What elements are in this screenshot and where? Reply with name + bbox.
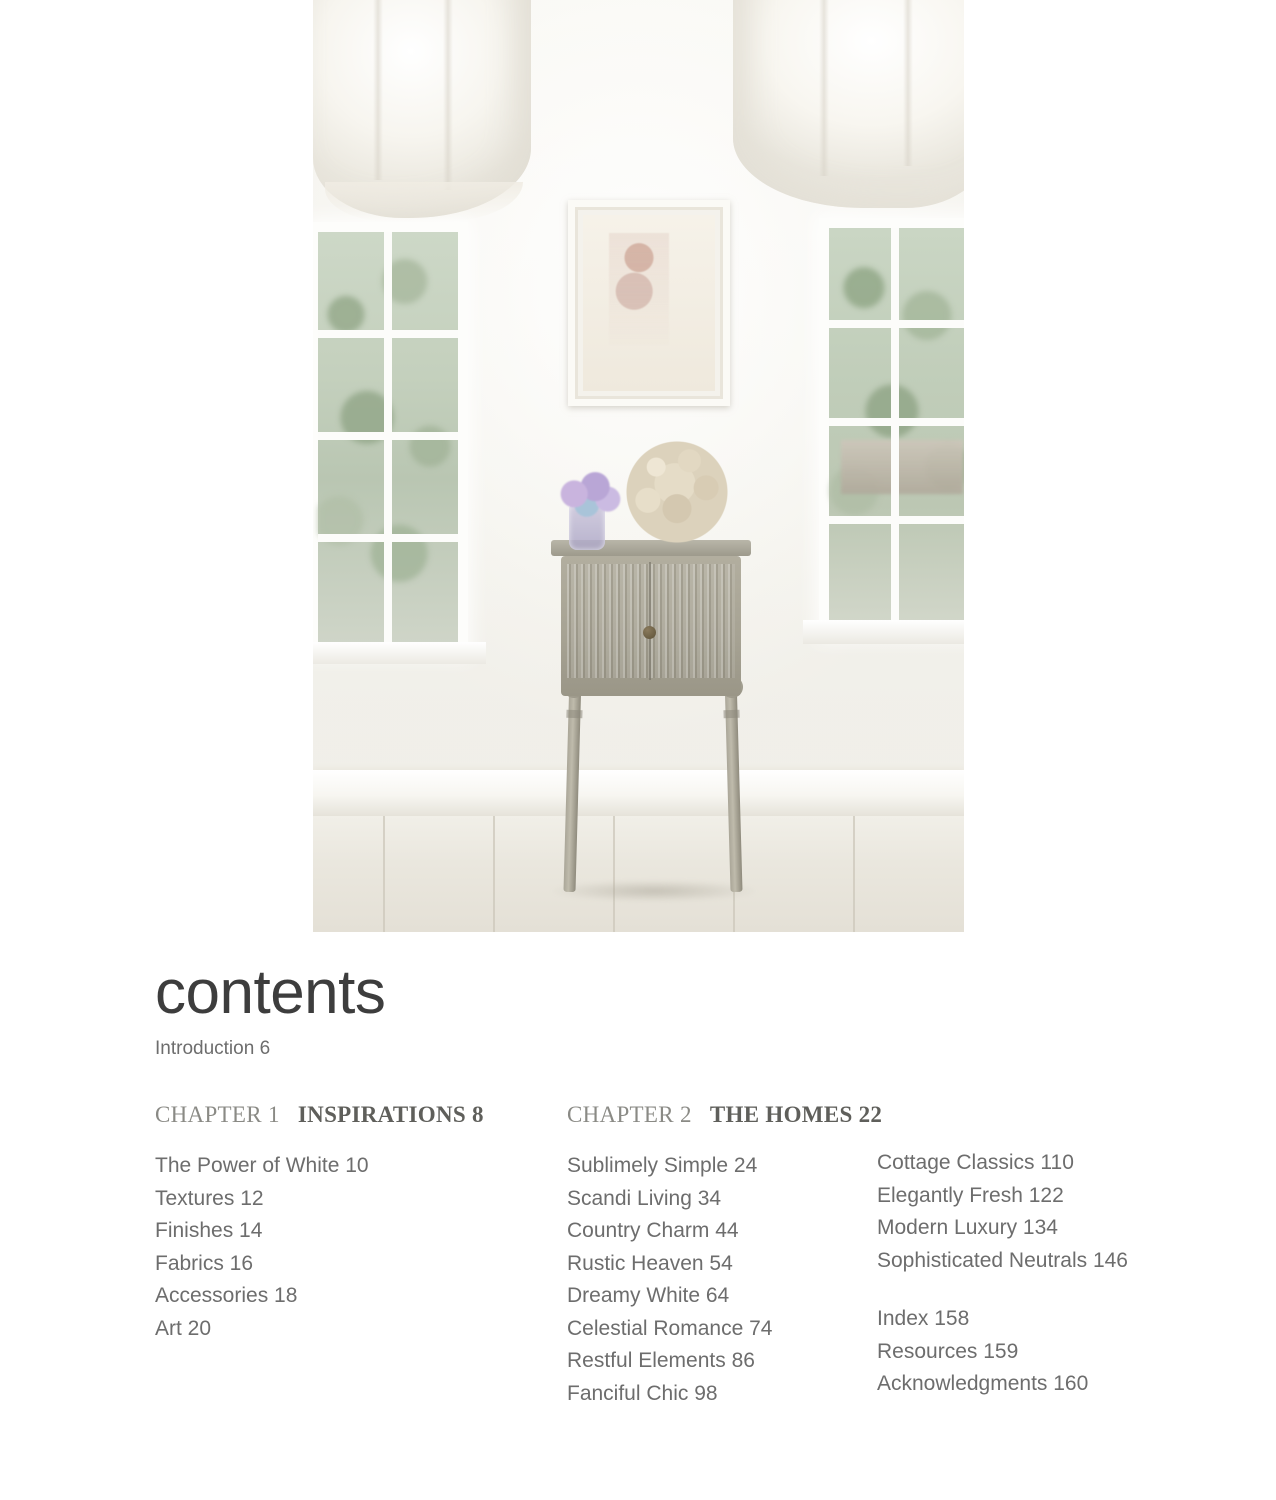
window-left — [318, 232, 458, 644]
contents-column-chapter-2b — [877, 1102, 1177, 1410]
chapter-2-number: CHAPTER 2 — [567, 1102, 692, 1127]
page-title: contents — [155, 958, 386, 1027]
column-3-head-spacer — [877, 1102, 1177, 1147]
window-left-sill — [313, 642, 486, 664]
chapter-1-title: INSPIRATIONS 8 — [297, 1102, 484, 1127]
contents-column-chapter-2a — [567, 1102, 883, 1410]
window-right-sill — [803, 620, 964, 644]
chapter-2-title: THE HOMES 22 — [709, 1102, 883, 1127]
chapter-1-heading — [155, 1102, 567, 1128]
list-item[interactable]: Scandi Living 34 — [567, 1186, 722, 1210]
blind-left-crease-2 — [443, 0, 453, 190]
list-item[interactable]: Acknowledgments 160 — [877, 1372, 1089, 1396]
window-left-muntin-h2 — [318, 432, 458, 440]
list-item[interactable]: Country Charm 44 — [567, 1219, 739, 1243]
blind-right-crease-1 — [819, 0, 829, 176]
list-item[interactable]: Art 20 — [155, 1316, 212, 1340]
chapter-2-heading — [567, 1102, 883, 1128]
dried-flower-ball — [625, 440, 729, 544]
floor-plank-seam — [613, 816, 615, 932]
list-item[interactable]: Cottage Classics 110 — [877, 1151, 1074, 1174]
list-item[interactable]: Modern Luxury 134 — [877, 1216, 1058, 1240]
contents-columns — [155, 1102, 1185, 1410]
cabinet-knob-icon — [643, 626, 656, 639]
roman-blind-left — [313, 0, 531, 218]
list-item[interactable]: Dreamy White 64 — [567, 1284, 730, 1308]
artwork-drawing — [609, 233, 669, 345]
wood-floor — [313, 816, 964, 932]
interior-photograph — [313, 0, 964, 932]
list-item[interactable]: Textures 12 — [155, 1186, 264, 1210]
floor-plank-seam — [493, 816, 495, 932]
window-right-outbuilding — [841, 440, 963, 494]
cabinet-door-seam — [649, 562, 651, 680]
framed-artwork — [568, 200, 730, 406]
window-right — [829, 228, 964, 626]
window-right-muntin-h2 — [829, 418, 964, 426]
floor-plank-seam — [383, 816, 385, 932]
list-item[interactable]: Index 158 — [877, 1307, 970, 1331]
back-matter-spacer — [877, 1277, 1177, 1303]
roman-blind-right — [733, 0, 964, 208]
window-left-muntin-h1 — [318, 330, 458, 338]
introduction-entry[interactable]: Introduction 6 — [155, 1038, 271, 1059]
blind-right-crease-2 — [903, 0, 913, 166]
baseboard — [313, 770, 964, 816]
list-item[interactable]: Elegantly Fresh 122 — [877, 1183, 1064, 1207]
list-item[interactable]: Finishes 14 — [155, 1219, 263, 1243]
window-right-muntin-vertical — [891, 228, 899, 626]
blind-left-crease-1 — [373, 0, 383, 180]
list-item[interactable]: Sophisticated Neutrals 146 — [877, 1248, 1128, 1272]
window-right-muntin-h3 — [829, 516, 964, 524]
list-item[interactable]: Sublimely Simple 24 — [567, 1154, 758, 1177]
floor-plank-seam — [853, 816, 855, 932]
list-item[interactable]: Resources 159 — [877, 1339, 1019, 1363]
table-floor-shadow — [549, 880, 759, 902]
table-cabinet — [561, 556, 741, 696]
list-item[interactable]: Celestial Romance 74 — [567, 1316, 773, 1340]
cabinet-reeded-doors — [567, 564, 735, 678]
chapter-1-number: CHAPTER 1 — [155, 1102, 280, 1127]
window-left-muntin-h3 — [318, 534, 458, 542]
list-item[interactable]: The Power of White 10 — [155, 1154, 369, 1177]
contents-column-chapter-1 — [155, 1102, 567, 1410]
contents-section — [155, 958, 1185, 1410]
window-right-muntin-h1 — [829, 320, 964, 328]
list-item[interactable]: Fabrics 16 — [155, 1251, 254, 1275]
list-item[interactable]: Rustic Heaven 54 — [567, 1251, 733, 1275]
purple-hydrangea-flowers — [556, 470, 626, 522]
list-item[interactable]: Fanciful Chic 98 — [567, 1381, 718, 1405]
list-item[interactable]: Restful Elements 86 — [567, 1349, 755, 1373]
list-item[interactable]: Accessories 18 — [155, 1284, 298, 1308]
